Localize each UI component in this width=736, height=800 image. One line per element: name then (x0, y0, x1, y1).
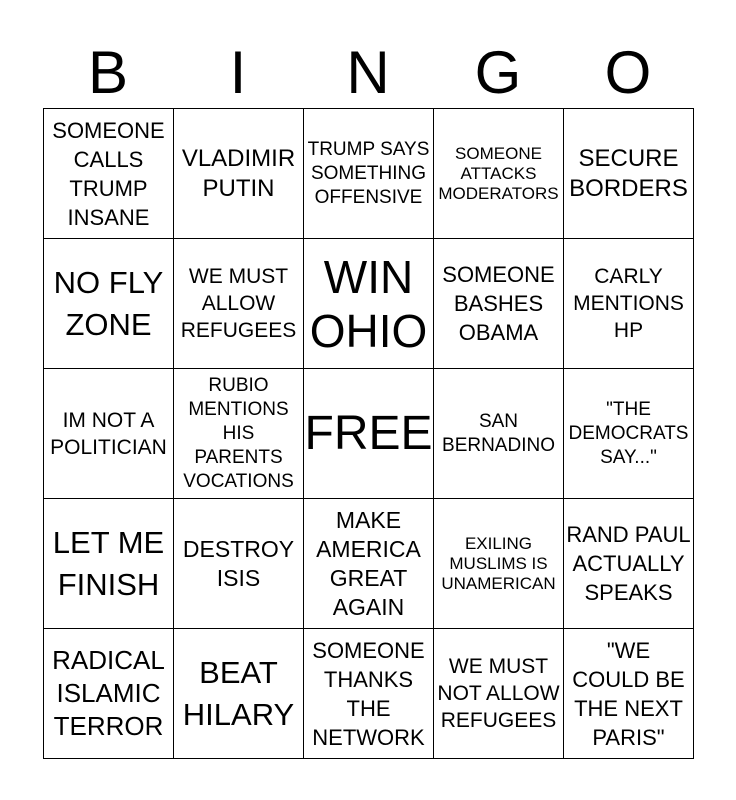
bingo-card-grid (43, 108, 694, 759)
cell-text: NO FLY ZONE (53, 264, 164, 342)
cell-text: WIN OHIO (309, 250, 428, 357)
header-letter-i: I (229, 39, 247, 106)
bingo-cell[interactable] (44, 239, 174, 369)
header-letter-o: O (604, 39, 652, 106)
bingo-cell[interactable] (434, 629, 564, 759)
bingo-cell[interactable] (564, 369, 694, 499)
cell-text: SECURE BORDERS (569, 144, 688, 202)
bingo-cell[interactable] (174, 239, 304, 369)
bingo-cell[interactable] (44, 629, 174, 759)
bingo-cell[interactable] (44, 369, 174, 499)
bingo-cell[interactable] (564, 109, 694, 239)
cell-text: LET ME FINISH (52, 524, 165, 602)
cell-text: TRUMP SAYS SOMETHING OFFENSIVE (307, 138, 430, 208)
bingo-header (43, 38, 693, 108)
cell-text: WE MUST ALLOW REFUGEES (180, 265, 297, 342)
cell-text: SAN BERNADINO (442, 410, 555, 456)
bingo-cell[interactable] (564, 629, 694, 759)
header-letter-n: N (346, 39, 390, 106)
bingo-cell[interactable] (304, 109, 434, 239)
bingo-cell[interactable] (174, 499, 304, 629)
cell-text: SOMEONE ATTACKS MODERATORS (438, 143, 559, 203)
cell-text: RUBIO MENTIONS HIS PARENTS VOCATIONS (183, 374, 294, 492)
bingo-cell[interactable] (174, 369, 304, 499)
cell-text: IM NOT A POLITICIAN (50, 408, 167, 459)
bingo-cell[interactable] (434, 239, 564, 369)
bingo-cell[interactable] (564, 239, 694, 369)
cell-text: EXILING MUSLIMS IS UNAMERICAN (441, 533, 556, 593)
bingo-cell[interactable] (304, 499, 434, 629)
cell-text: SOMEONE THANKS THE NETWORK (312, 637, 425, 750)
cell-text: SOMEONE BASHES OBAMA (442, 262, 555, 345)
cell-text: FREE (304, 406, 433, 460)
bingo-cell free-space[interactable] (304, 369, 434, 499)
cell-text: "WE COULD BE THE NEXT PARIS" (572, 637, 685, 750)
bingo-cell[interactable] (304, 629, 434, 759)
cell-text: DESTROY ISIS (182, 535, 295, 591)
cell-text: BEAT HILARY (182, 654, 295, 732)
bingo-cell[interactable] (44, 109, 174, 239)
bingo-cell[interactable] (174, 629, 304, 759)
bingo-cell[interactable] (434, 369, 564, 499)
cell-text: RADICAL ISLAMIC TERROR (52, 645, 165, 741)
bingo-cell[interactable] (434, 109, 564, 239)
cell-text: MAKE AMERICA GREAT AGAIN (316, 506, 421, 620)
cell-text: VLADIMIR PUTIN (181, 144, 296, 202)
cell-text: SOMEONE CALLS TRUMP INSANE (52, 117, 165, 230)
cell-text: "THE DEMOCRATS SAY..." (568, 398, 689, 468)
bingo-cell[interactable] (174, 109, 304, 239)
bingo-cell[interactable] (564, 499, 694, 629)
header-letter-b: B (87, 39, 129, 106)
bingo-cell[interactable] (304, 239, 434, 369)
header-letter-g: G (474, 39, 522, 106)
cell-text: RAND PAUL ACTUALLY SPEAKS (566, 522, 691, 605)
cell-text: WE MUST NOT ALLOW REFUGEES (437, 655, 560, 732)
bingo-cell[interactable] (434, 499, 564, 629)
bingo-cell[interactable] (44, 499, 174, 629)
cell-text: CARLY MENTIONS HP (573, 265, 684, 342)
